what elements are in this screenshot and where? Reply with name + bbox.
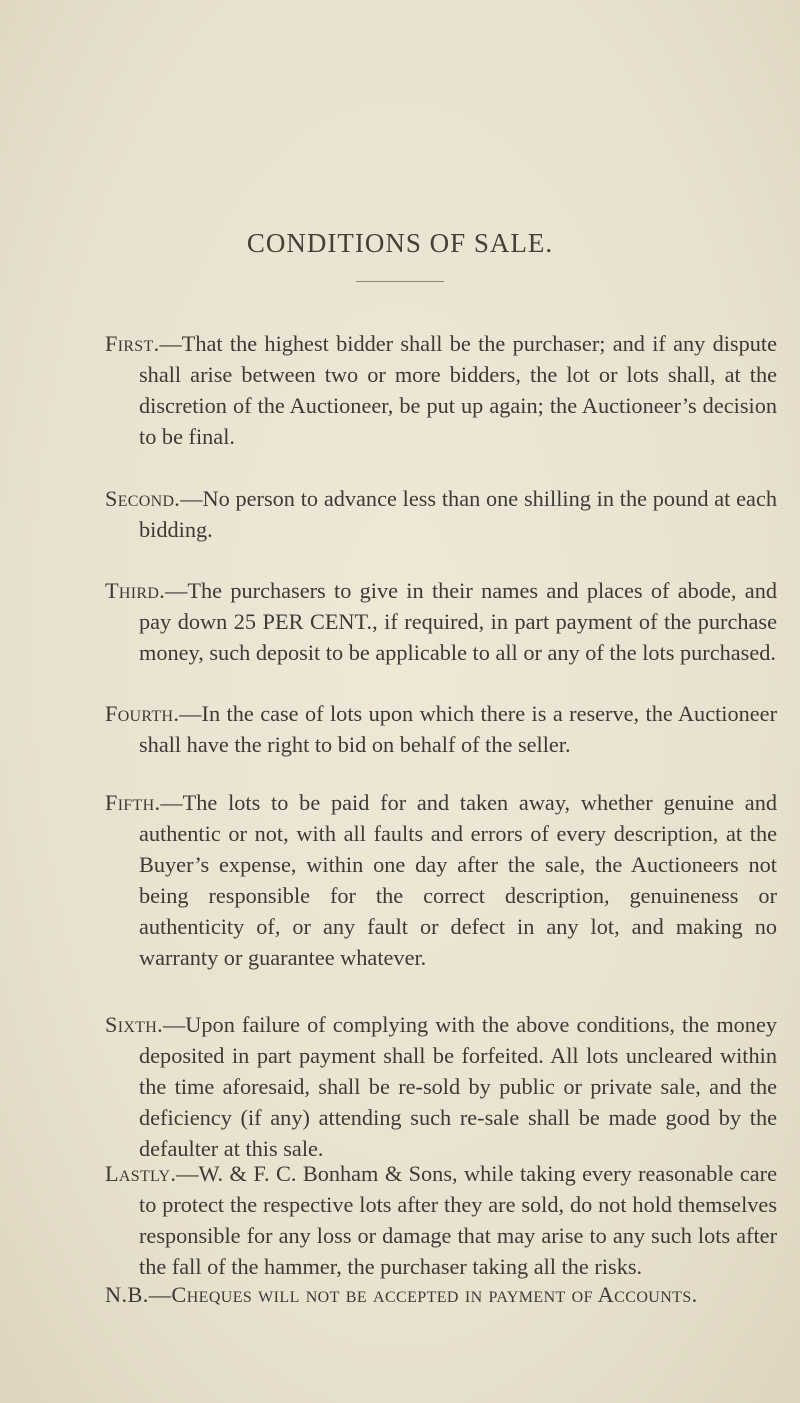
condition-third xyxy=(105,575,777,668)
condition-text: —That the highest bidder shall be the purchaser; and if any dispute shall arise between two or more bidders, the lot or lots shall, at the discretion of the Auctioneer, be put up again; the Auctioneer’s decision to be final. xyxy=(139,331,777,449)
condition-fifth xyxy=(105,787,777,973)
condition-lead: Fourth. xyxy=(105,701,180,726)
condition-lead: First. xyxy=(105,331,160,356)
condition-lead: Lastly. xyxy=(105,1161,177,1186)
condition-text: —In the case of lots upon which there is a reserve, the Auctioneer shall have the right to bid on behalf of the seller. xyxy=(139,701,777,757)
condition-first xyxy=(105,328,777,452)
condition-lead: Sixth. xyxy=(105,1012,163,1037)
note-cheques: N.B.—Cheques will not be accepted in payment of Accounts. xyxy=(105,1282,698,1307)
condition-lead: Fifth. xyxy=(105,790,161,815)
condition-fourth xyxy=(105,698,777,760)
page-title: CONDITIONS OF SALE. xyxy=(246,228,554,258)
condition-text: —Upon failure of complying with the above conditions, the money deposited in part payment shall be forfeited. All lots uncleared within the time aforesaid, shall be re-sold by public or private sale, and the deficiency (if any) attending such re-sale shall be made good by the defaulter at this sale. xyxy=(139,1012,777,1161)
condition-lead: Second. xyxy=(105,486,181,511)
condition-text: —The purchasers to give in their names and places of abode, and pay down 25 PER CENT., if required, in part payment of the purchase money, such deposit to be applicable to all or any of the lots purchased. xyxy=(139,578,777,665)
title-rule xyxy=(356,281,444,282)
condition-second xyxy=(105,483,777,545)
condition-sixth xyxy=(105,1009,777,1164)
condition-text: —No person to advance less than one shilling in the pound at each bidding. xyxy=(139,486,777,542)
condition-text: —The lots to be paid for and taken away, whether genuine and authentic or not, with all faults and errors of every description, at the Buyer’s expense, within one day after the sale, the Auctioneers not being responsible for the correct description, genuineness or authenticity of, or any fault or defect in any lot, and making no warranty or guarantee whatever. xyxy=(139,790,777,970)
condition-lead: Third. xyxy=(105,578,166,603)
condition-text: —W. & F. C. Bonham & Sons, while taking every reasonable care to protect the respective lots after they are sold, do not hold themselves responsible for any loss or damage that may arise to any such lots after the fall of the hammer, the purchaser taking all the risks. xyxy=(139,1161,777,1279)
condition-lastly xyxy=(105,1158,777,1282)
